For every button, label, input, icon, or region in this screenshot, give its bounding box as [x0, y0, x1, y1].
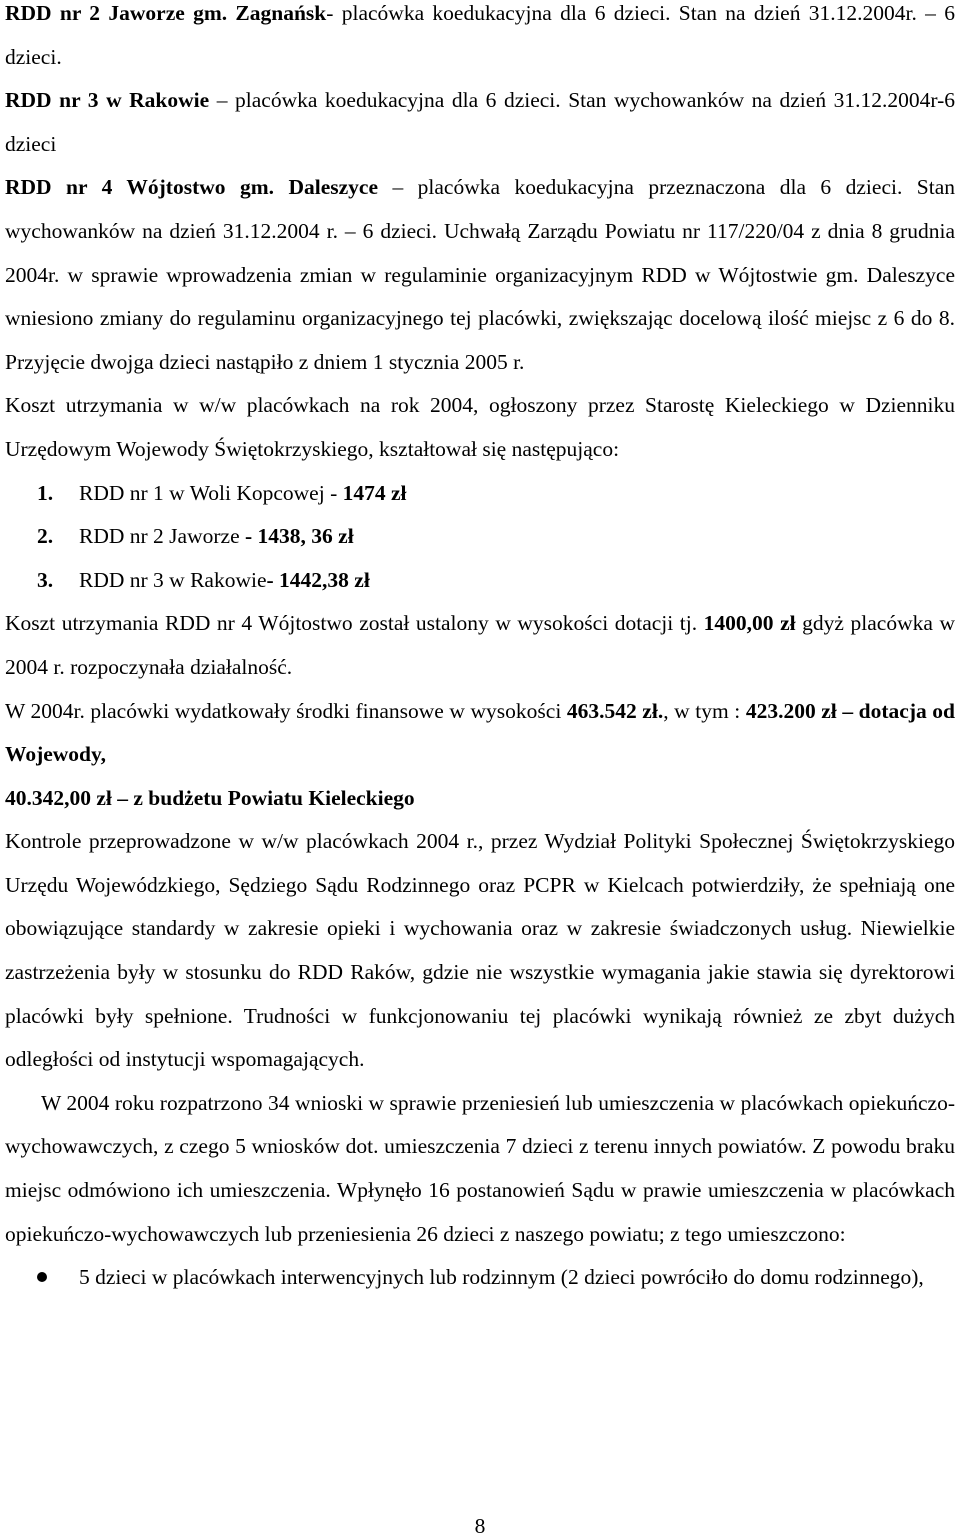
- paragraph-inspections: Kontrole przeprowadzone w w/w placówkach 2004 r., przez Wydział Polityki Społecznej Świętokrzyskiego Urzędu Wojewódzkiego, Sędziego Sądu Rodzinnego oraz PCPR w Kielcach potwierdziły, że spełniają one obowiązujące standardy w zakresie opieki i wychowania oraz w zakresie świadczonych usług. Niewielkie zastrzeżenia były w stosunku do RDD Raków, gdzie nie wszystkie wymagania jakie stawia się dyrektorowi placówki były spełnione. Trudności w funkcjonowaniu tej placówki wynikają również ze zbyt dużych odległości od instytucji wspomagających.: [5, 829, 955, 1072]
- rdd-4-cost-amount: 1400,00 zł: [703, 611, 796, 636]
- cost-list-item: [5, 559, 955, 603]
- cost-list: [5, 472, 955, 603]
- expenditure-text-mid: , w tym :: [663, 698, 746, 723]
- cost-item-text: RDD nr 1 w Woli Kopcowej -: [79, 480, 343, 505]
- expenditure-total: 463.542 zł.: [566, 698, 664, 723]
- cost-list-item: [5, 472, 955, 516]
- rdd-2-heading: RDD nr 2 Jaworze gm. Zagnańsk: [5, 1, 327, 25]
- cost-item-text: RDD nr 2 Jaworze: [79, 524, 245, 549]
- rdd-4-text: – placówka koedukacyjna przeznaczona dla 6 dzieci. Stan wychowanków na dzień 31.12.2004 r. – 6 dzieci. Uchwałą Zarządu Powiatu nr 117/220/04 z dnia 8 grudnia 2004r. w sprawie wprowadzenia zmian w regulaminie organizacyjnym RDD w Wójtostwie gm. Daleszyce wniesiono zmiany do regulaminu organizacyjnego tej placówki, zwiększając docelową ilość miejsc z 6 do 8. Przyjęcie dwojga dzieci nastąpiło z dniem 1 stycznia 2005 r.: [5, 175, 956, 374]
- expenditure-voivode: 423.200 zł – dotacja od Wojewody,: [5, 698, 956, 767]
- paragraph-rdd-2: [5, 0, 955, 79]
- cost-item-number: 2.: [37, 524, 54, 549]
- cost-item-number: 3.: [37, 567, 54, 592]
- placement-list-item: [5, 1256, 955, 1300]
- rdd-4-cost-text: Koszt utrzymania RDD nr 4 Wójtostwo został ustalony w wysokości dotacji tj.: [5, 611, 704, 636]
- cost-item-amount: 1474 zł: [342, 480, 407, 505]
- document-page: [5, 0, 955, 1300]
- expenditure-county: 40.342,00 zł – z budżetu Powiatu Kieleckiego: [5, 785, 415, 810]
- rdd-4-cost-text-end: gdyż placówka w 2004 r. rozpoczynała działalność.: [5, 611, 955, 679]
- cost-item-amount: - 1438, 36 zł: [245, 524, 354, 549]
- cost-item-amount: - 1442,38 zł: [266, 567, 370, 592]
- rdd-2-text: - placówka koedukacyjna dla 6 dzieci. Stan na dzień 31.12.2004r. – 6 dzieci.: [5, 1, 955, 69]
- paragraph-rdd-3: [5, 79, 955, 166]
- paragraph-rdd-4-cost: [5, 602, 955, 689]
- rdd-4-heading: RDD nr 4 Wójtostwo gm. Daleszyce: [5, 175, 378, 200]
- paragraph-applications: W 2004 roku rozpatrzono 34 wnioski w sprawie przeniesień lub umieszczenia w placówkach opiekuńczo-wychowawczych, z czego 5 wniosków dot. umieszczenia 7 dzieci z terenu innych powiatów. Z powodu braku miejsc odmówiono ich umieszczenia. Wpłynęło 16 postanowień Sądu w prawie umieszczenia w placówkach opiekuńczo-wychowawczych lub przeniesienia 26 dzieci z naszego powiatu; z tego umieszczono:: [5, 1090, 955, 1246]
- paragraph-rdd-4: [5, 166, 955, 384]
- cost-item-text: RDD nr 3 w Rakowie: [79, 567, 267, 592]
- rdd-3-text: – placówka koedukacyjna dla 6 dzieci. Stan wychowanków na dzień 31.12.2004r-6 dzieci: [5, 88, 955, 156]
- placement-list: [5, 1256, 955, 1300]
- cost-list-item: [5, 515, 955, 559]
- rdd-3-heading: RDD nr 3 w Rakowie: [5, 88, 210, 113]
- expenditure-text: W 2004r. placówki wydatkowały środki finansowe w wysokości: [5, 698, 567, 723]
- placement-item-text: 5 dzieci w placówkach interwencyjnych lub rodzinnym (2 dzieci powróciło do domu rodzinnego),: [79, 1265, 924, 1290]
- page-number: 8: [474, 1514, 486, 1538]
- cost-item-number: 1.: [37, 480, 54, 505]
- bullet-icon: [37, 1272, 47, 1282]
- paragraph-costs-intro: Koszt utrzymania w w/w placówkach na rok 2004, ogłoszony przez Starostę Kieleckiego w Dzienniku Urzędowym Wojewody Świętokrzyskiego, kształtował się następująco:: [5, 393, 955, 461]
- paragraph-expenditure: [5, 690, 955, 821]
